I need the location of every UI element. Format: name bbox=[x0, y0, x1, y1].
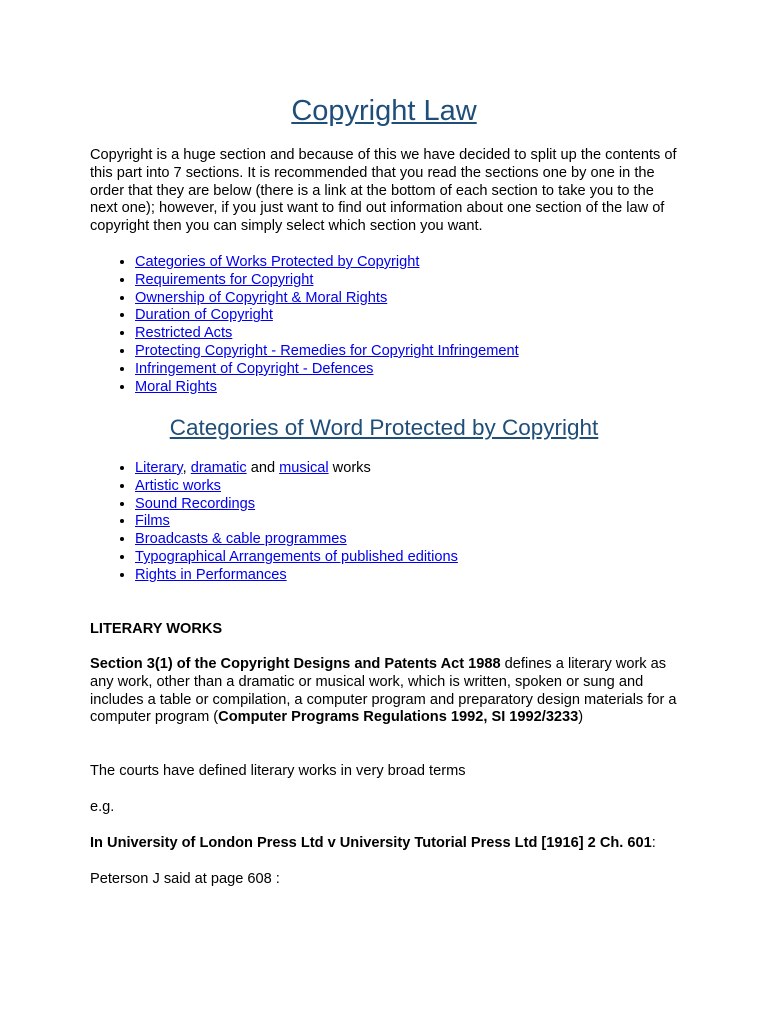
intro-paragraph: Copyright is a huge section and because of this we have decided to split up the contents of this part into 7 sections. It is recommended that you read the sections one by one in the order that they are below (there is a link at the bottom of each section to take you to the next one); however, if you just want to find out information about one section of the law of copyright then you can simply select which section you want. bbox=[90, 147, 677, 235]
toc-item bbox=[135, 379, 519, 397]
category-item bbox=[135, 549, 458, 567]
toc-link-categories[interactable]: Categories of Works Protected by Copyright bbox=[135, 254, 420, 270]
table-of-contents bbox=[90, 254, 519, 396]
literary-definition-paragraph: Section 3(1) of the Copyright Designs and Patents Act 1988 defines a literary work as any work, other than a dramatic or musical work, which is written, spoken or sung and includes a table or compilation, a computer program and preparatory design materials for a computer program (Computer Programs Regulations 1992, SI 1992/3233) bbox=[90, 656, 677, 726]
category-item bbox=[135, 567, 458, 585]
toc-item bbox=[135, 272, 519, 290]
toc-link-requirements[interactable]: Requirements for Copyright bbox=[135, 271, 314, 288]
category-link-dramatic[interactable]: dramatic bbox=[190, 460, 247, 476]
category-tail-text: works bbox=[328, 460, 371, 476]
broad-terms-paragraph: The courts have defined literary works in very broad terms bbox=[90, 763, 466, 779]
category-link-performances[interactable]: Rights in Performances bbox=[135, 566, 287, 583]
toc-link-restricted-acts[interactable]: Restricted Acts bbox=[135, 325, 233, 342]
example-label: e.g. bbox=[90, 799, 115, 815]
separator-text: and bbox=[246, 460, 280, 476]
category-link-artistic[interactable]: Artistic works bbox=[135, 477, 221, 494]
regulation-citation: Computer Programs Regulations 1992, SI 1992/3233 bbox=[218, 709, 579, 726]
toc-link-defences[interactable]: Infringement of Copyright - Defences bbox=[135, 360, 374, 377]
section-subtitle bbox=[90, 414, 678, 442]
category-link-sound-recordings[interactable]: Sound Recordings bbox=[135, 495, 256, 512]
category-link-literary[interactable]: Literary bbox=[135, 460, 183, 476]
literary-works-heading: LITERARY WORKS bbox=[90, 621, 223, 637]
toc-item bbox=[135, 325, 519, 343]
categories-list bbox=[90, 460, 458, 585]
category-item bbox=[135, 531, 458, 549]
category-item bbox=[135, 496, 458, 514]
toc-item bbox=[135, 361, 519, 379]
toc-link-duration[interactable]: Duration of Copyright bbox=[135, 307, 273, 324]
case-citation: In University of London Press Ltd v University Tutorial Press Ltd [1916] 2 Ch. 601 bbox=[90, 835, 652, 851]
page-title bbox=[90, 93, 678, 129]
category-link-typographical[interactable]: Typographical Arrangements of published editions bbox=[135, 548, 458, 565]
case-citation-paragraph: In University of London Press Ltd v University Tutorial Press Ltd [1916] 2 Ch. 601: bbox=[90, 835, 656, 851]
toc-item bbox=[135, 254, 519, 272]
category-item bbox=[135, 460, 458, 478]
category-item bbox=[135, 513, 458, 531]
toc-link-ownership[interactable]: Ownership of Copyright & Moral Rights bbox=[135, 289, 388, 306]
category-link-musical[interactable]: musical bbox=[279, 460, 329, 476]
separator-text: , bbox=[182, 460, 191, 476]
toc-item bbox=[135, 343, 519, 361]
toc-item bbox=[135, 290, 519, 308]
toc-item bbox=[135, 307, 519, 325]
category-link-films[interactable]: Films bbox=[135, 513, 170, 530]
page-title-link[interactable]: Copyright Law bbox=[291, 95, 477, 127]
judge-quote-intro: Peterson J said at page 608 : bbox=[90, 871, 280, 887]
category-link-broadcasts[interactable]: Broadcasts & cable programmes bbox=[135, 531, 347, 548]
statute-citation: Section 3(1) of the Copyright Designs and Patents Act 1988 bbox=[90, 656, 501, 672]
section-subtitle-link[interactable]: Categories of Word Protected by Copyright bbox=[169, 415, 599, 440]
category-item bbox=[135, 478, 458, 496]
toc-link-moral-rights[interactable]: Moral Rights bbox=[135, 378, 217, 395]
toc-link-remedies[interactable]: Protecting Copyright - Remedies for Copyright Infringement bbox=[135, 342, 519, 359]
